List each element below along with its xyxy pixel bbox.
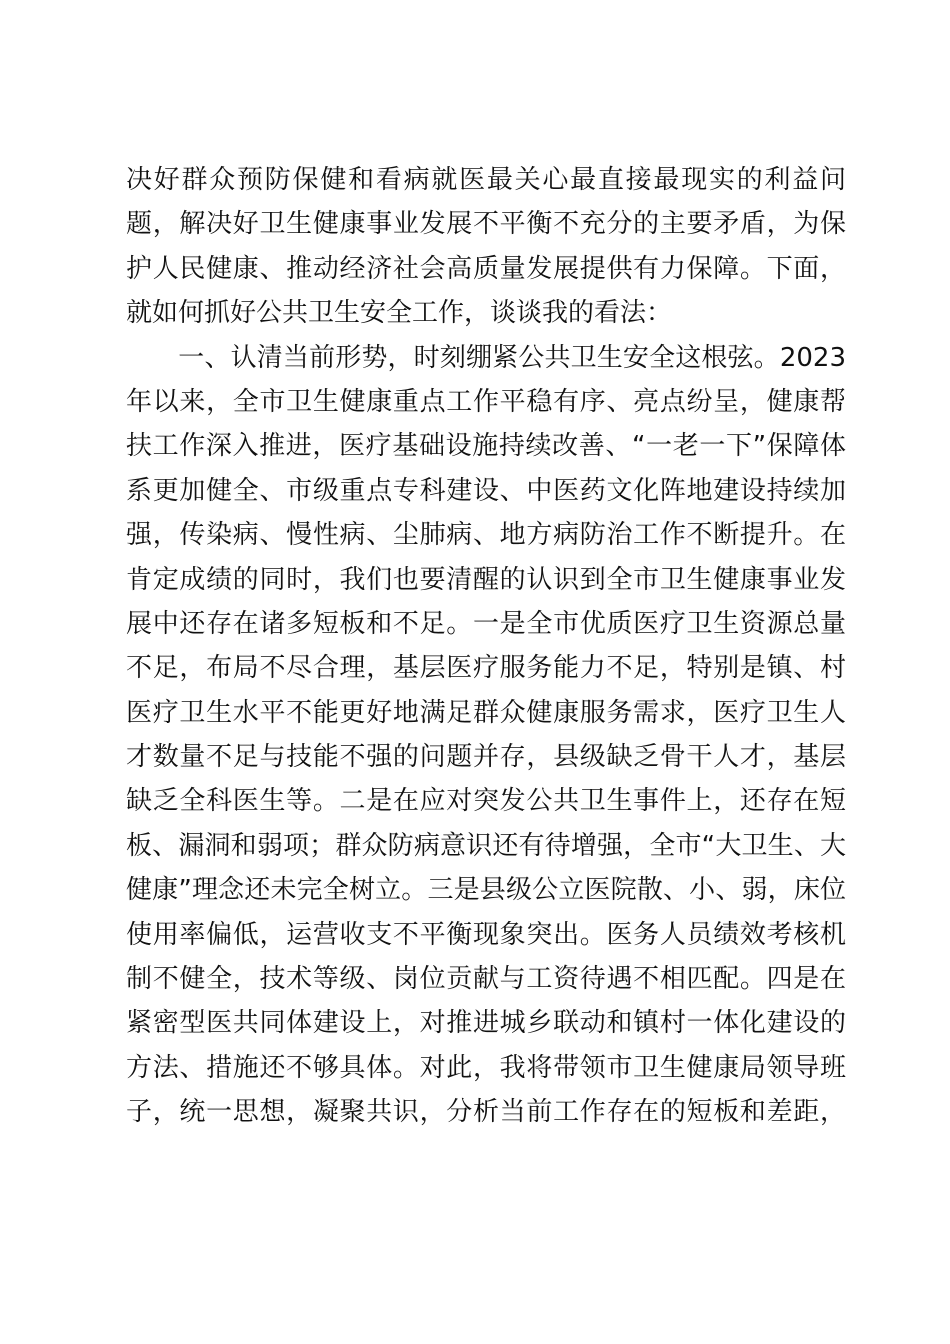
- text-line: 肯定成绩的同时，我们也要清醒的认识到全市卫生健康事业发: [126, 564, 846, 595]
- text-line: 缺乏全科医生等。二是在应对突发公共卫生事件上，还存在短: [126, 786, 846, 817]
- text-line: 强，传染病、慢性病、尘肺病、地方病防治工作不断提升。在: [126, 520, 846, 551]
- body-text: [126, 158, 846, 1135]
- text-line: 就如何抓好公共卫生安全工作，谈谈我的看法：: [126, 298, 673, 329]
- text-line: 护人民健康、推动经济社会高质量发展提供有力保障。下面，: [126, 253, 846, 284]
- text-line: 方法、措施还不够具体。对此，我将带领市卫生健康局领导班: [126, 1052, 846, 1083]
- text-line: 不足，布局不尽合理，基层医疗服务能力不足，特别是镇、村: [126, 653, 846, 684]
- text-line: 题，解决好卫生健康事业发展不平衡不充分的主要矛盾，为保: [126, 209, 846, 240]
- text-line: 紧密型医共同体建设上，对推进城乡联动和镇村一体化建设的: [126, 1008, 846, 1039]
- text-line: 决好群众预防保健和看病就医最关心最直接最现实的利益问: [126, 165, 846, 195]
- section-heading-line: 一、认清当前形势，时刻绷紧公共卫生安全这根弦。2023: [126, 342, 846, 373]
- text-line: 制不健全，技术等级、岗位贡献与工资待遇不相匹配。四是在: [126, 964, 846, 995]
- text-line: 年以来，全市卫生健康重点工作平稳有序、亮点纷呈，健康帮: [126, 386, 846, 417]
- text-line: 板、漏洞和弱项；群众防病意识还有待增强，全市“大卫生、大: [126, 830, 846, 861]
- text-line: 才数量不足与技能不强的问题并存，县级缺乏骨干人才，基层: [126, 742, 846, 773]
- text-line: 健康”理念还未完全树立。三是县级公立医院散、小、弱，床位: [126, 875, 846, 906]
- text-line: 扶工作深入推进，医疗基础设施持续改善、“一老一下”保障体: [126, 431, 846, 462]
- text-line: 系更加健全、市级重点专科建设、中医药文化阵地建设持续加: [126, 475, 846, 506]
- text-line: 子，统一思想，凝聚共识，分析当前工作存在的短板和差距，: [126, 1097, 846, 1128]
- text-line: 展中还存在诸多短板和不足。一是全市优质医疗卫生资源总量: [126, 608, 846, 639]
- text-line: 医疗卫生水平不能更好地满足群众健康服务需求，医疗卫生人: [126, 697, 846, 728]
- text-line: 使用率偏低，运营收支不平衡现象突出。医务人员绩效考核机: [126, 919, 846, 950]
